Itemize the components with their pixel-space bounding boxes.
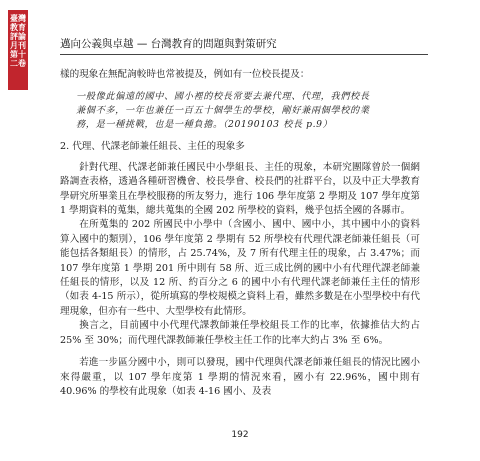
paragraph-2: 在所蒐集的 202 所國民中小學中（含國小、國中、國中小，其中國中小的資料算入國中的類別），106 學年度第 2 學期有 52 所學校有代理代課老師兼任組長（可能包括各類組長）的情形，占 25.74%，及 7 所有代理主任的現象，占 3.47%；而 107 學年度第 1 學期 201 所中則有 58 所、近三成比例的國中小有代理代課老師兼任組長的情形，以及 12 所、約百分之 6 的國中小有代理代課老師兼任主任的情形（如表 4-15 所示），從所填寫的學校規模之資料上看，雖然多數是在小型學校中有代理現象，但亦有一些中、大型學校有此情形。 bbox=[60, 219, 420, 317]
intro-line: 樣的現象在無配詢較時也常被提及，例如有一位校長提及： bbox=[60, 69, 310, 80]
side-tab-line1: 臺灣教育評論 bbox=[10, 14, 26, 41]
running-header: 邁向公義與卓越 — 台灣教育的問題與對策研究 bbox=[60, 36, 428, 55]
page-number: 192 bbox=[231, 430, 249, 440]
page-body bbox=[60, 68, 420, 399]
section-heading: 2. 代理、代課老師兼任組長、主任的現象多 bbox=[60, 141, 245, 153]
paragraph-3: 換言之，目前國中小代理代課教師兼任學校組長工作的比率，依據推估大約占 25% 至 30%；而代理代課教師兼任學校主任工作的比率大約占 3% 至 6%。 bbox=[60, 320, 420, 346]
paragraph-4: 若進一步區分國中小，則可以發現，國中代理與代課老師兼任組長的情況比國小來得嚴重，以 107 學年度第 1 學期的情況來看，國小有 22.96%，國中則有 40.96% 的學校有此現象（如表 4-16 國小、及表 bbox=[60, 357, 420, 397]
chapter-side-tab bbox=[8, 10, 28, 90]
side-tab-line2: 月刊 bbox=[10, 41, 26, 50]
paragraph-1: 針對代理、代課老師兼任國民中小學組長、主任的現象，本研究團隊曾於一個網路調查表格，透過各種研習機會、校長學會、校長們的社群平台，以及中正大學教育學研究所畢業且在學校服務的所友努力，進行 106 學年度第 2 學期及 107 學年度第 1 學期資料的蒐集，總共蒐集的全國 202 所學校的資料，幾乎包括全國的各縣市。 bbox=[60, 161, 420, 217]
side-tab-line3: 第十二卷 bbox=[10, 50, 26, 68]
interview-quote: 一般像此偏遠的國中、國小裡的校長常要去兼代理、代理，我們校長兼個不多，一年也兼任一百五十個學生的學校，剛好兼兩個學校的業務，是一種挑戰，也是一種負擔。（20190103 校長 p.9） bbox=[76, 91, 370, 131]
